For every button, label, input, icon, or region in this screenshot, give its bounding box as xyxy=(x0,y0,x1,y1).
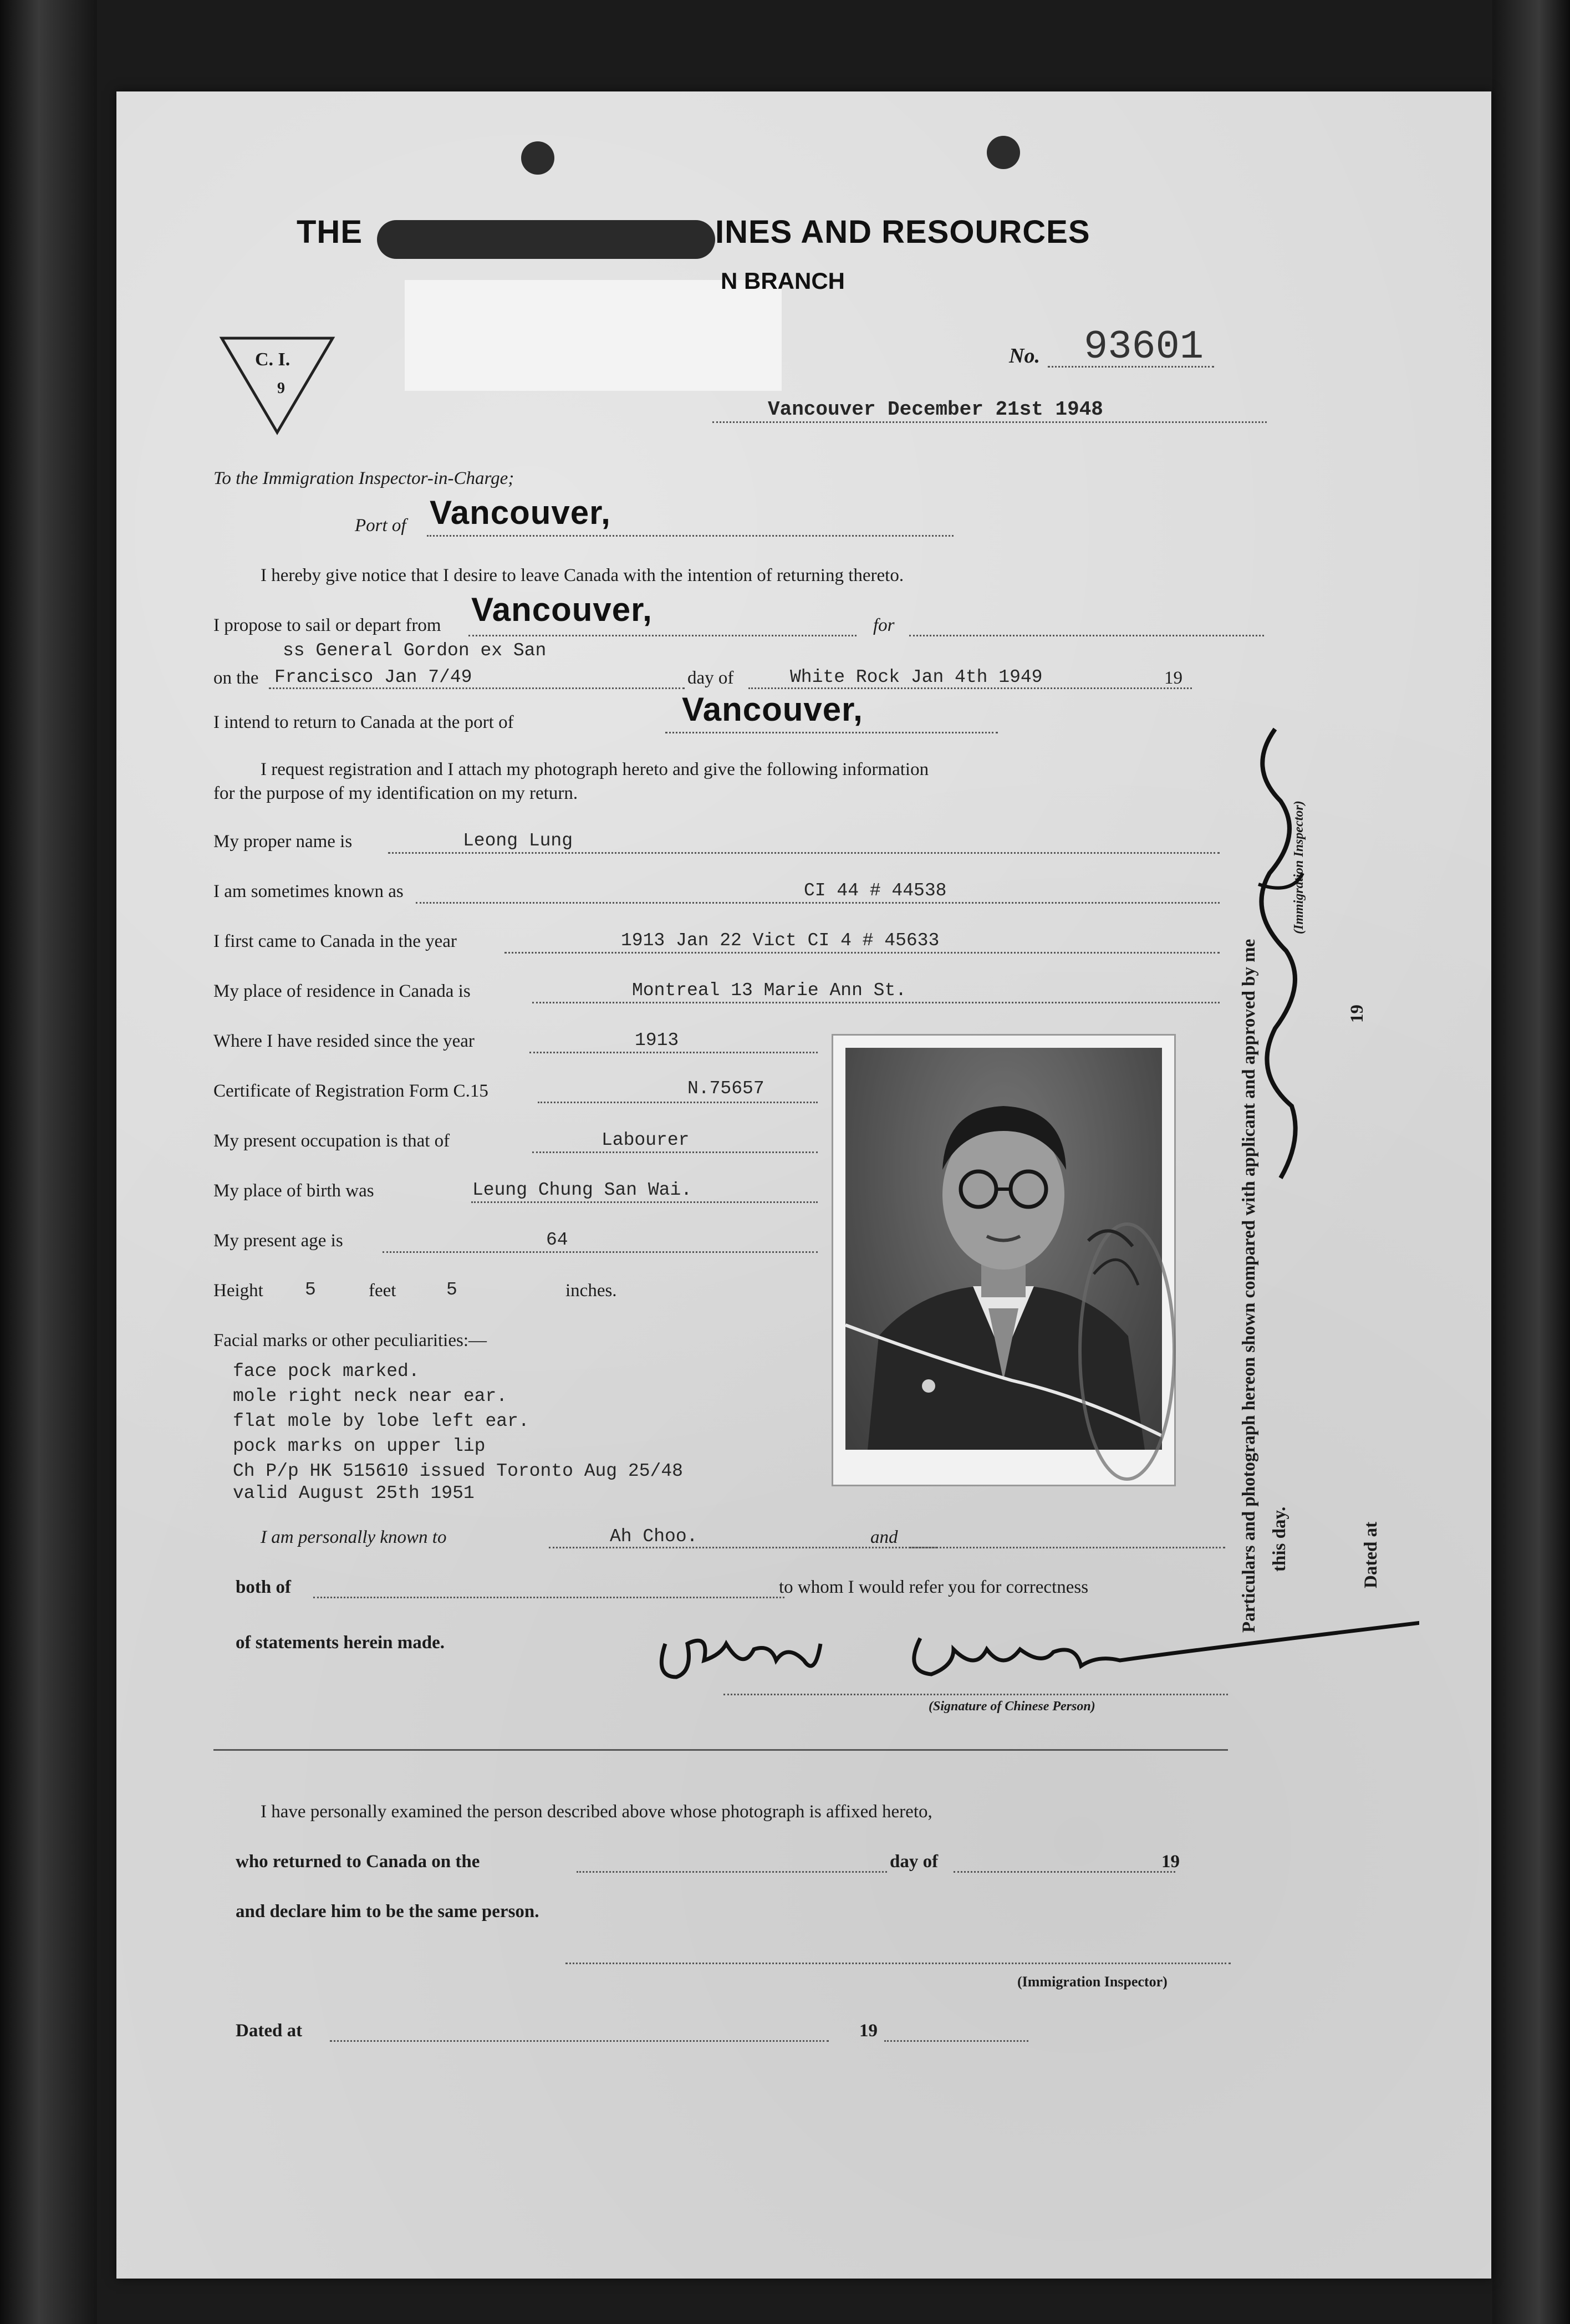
height-label: Height xyxy=(213,1281,263,1301)
form-number: 93601 xyxy=(1084,324,1204,370)
scan-border-left xyxy=(0,0,97,2324)
year-19: 19 xyxy=(1164,668,1182,688)
return-port: Vancouver, xyxy=(682,691,863,728)
examined-text: I have personally examined the person described above whose photograph is affixed hereto, xyxy=(261,1802,932,1822)
approval-text: Particulars and photograph hereon shown compared with applicant and approved by me xyxy=(1239,939,1259,1633)
applicant-photograph xyxy=(832,1034,1176,1486)
port-label: Port of xyxy=(355,516,406,536)
age-value: 64 xyxy=(546,1230,568,1250)
alias-label: I am sometimes known as xyxy=(213,881,404,901)
port-value: Vancouver, xyxy=(430,494,611,531)
feet-label: feet xyxy=(369,1281,396,1301)
department-prefix: THE xyxy=(297,214,363,250)
mark-line: Ch P/p HK 515610 issued Toronto Aug 25/48 xyxy=(233,1461,683,1481)
redaction-mark xyxy=(377,220,715,259)
both-of-label: both of xyxy=(236,1577,291,1597)
inspector-signature xyxy=(1225,718,1319,1189)
footer-inspector-caption: (Immigration Inspector) xyxy=(1017,1974,1168,1990)
footer-year-19: 19 xyxy=(1161,1852,1180,1872)
height-inches-value: 5 xyxy=(446,1280,457,1300)
request-line-2: for the purpose of my identification on my return. xyxy=(213,783,578,803)
occupation-label: My present occupation is that of xyxy=(213,1131,450,1151)
vessel-line-2: Francisco Jan 7/49 xyxy=(274,667,472,687)
proper-name-label: My proper name is xyxy=(213,832,353,852)
birthplace-value: Leung Chung San Wai. xyxy=(472,1180,692,1200)
form-code-number: 9 xyxy=(277,380,285,397)
mark-line: pock marks on upper lip xyxy=(233,1436,486,1456)
form-paper xyxy=(116,91,1491,2279)
resided-since-label: Where I have resided since the year xyxy=(213,1031,475,1051)
scan-border-right xyxy=(1492,0,1570,2324)
residence-value: Montreal 13 Marie Ann St. xyxy=(632,980,907,1001)
departure-date: White Rock Jan 4th 1949 xyxy=(790,667,1043,687)
birthplace-label: My place of birth was xyxy=(213,1181,374,1201)
vessel-line-1: ss General Gordon ex San xyxy=(283,640,547,661)
known-to-value: Ah Choo. xyxy=(610,1526,698,1547)
this-day-label: this day. xyxy=(1270,1506,1289,1572)
residence-label: My place of residence in Canada is xyxy=(213,981,471,1001)
footer-day-of: day of xyxy=(890,1852,939,1872)
proper-name-value: Leong Lung xyxy=(463,830,573,851)
footer-dated-at: Dated at xyxy=(236,2021,303,2041)
notice-text: I hereby give notice that I desire to leave Canada with the intention of returning thereto. xyxy=(261,565,904,585)
mark-line: mole right neck near ear. xyxy=(233,1386,508,1406)
for-label: for xyxy=(873,615,895,635)
punch-hole-right xyxy=(987,136,1020,169)
side-inspector-caption: (Immigration Inspector) xyxy=(1292,801,1306,934)
mark-line: face pock marked. xyxy=(233,1361,420,1382)
form-code: C. I. xyxy=(255,349,290,370)
signature-caption: (Signature of Chinese Person) xyxy=(929,1699,1095,1714)
resided-since-value: 1913 xyxy=(635,1030,679,1051)
mark-line: flat mole by lobe left ear. xyxy=(233,1411,529,1431)
age-label: My present age is xyxy=(213,1231,343,1251)
request-line-1: I request registration and I attach my photograph hereto and give the following information xyxy=(261,760,929,779)
side-dated-at: Dated at xyxy=(1361,1521,1381,1588)
sail-label: I propose to sail or depart from xyxy=(213,615,441,635)
first-came-label: I first came to Canada in the year xyxy=(213,931,457,951)
and-label: and xyxy=(870,1527,898,1547)
height-feet-value: 5 xyxy=(305,1280,316,1300)
declare-text: and declare him to be the same person. xyxy=(236,1902,539,1922)
certificate-value: N.75657 xyxy=(687,1078,764,1099)
first-came-value: 1913 Jan 22 Vict CI 4 # 45633 xyxy=(621,930,940,951)
punch-hole-left xyxy=(521,141,554,175)
section-divider xyxy=(213,1749,1228,1751)
known-to-label: I am personally known to xyxy=(261,1527,447,1547)
branch-title: N BRANCH xyxy=(721,268,845,294)
marks-label: Facial marks or other peculiarities:— xyxy=(213,1331,487,1350)
footer-dated-19: 19 xyxy=(859,2021,878,2041)
number-label: No. xyxy=(1009,344,1040,368)
redaction-patch xyxy=(405,280,782,391)
addressee: To the Immigration Inspector-in-Charge; xyxy=(213,468,514,488)
on-the-label: on the xyxy=(213,668,259,688)
place-and-date: Vancouver December 21st 1948 xyxy=(768,398,1103,421)
occupation-value: Labourer xyxy=(602,1130,690,1150)
sail-from: Vancouver, xyxy=(471,591,653,628)
side-year-19: 19 xyxy=(1347,1005,1367,1023)
refer-text: to whom I would refer you for correctness xyxy=(779,1577,1089,1597)
department-title: INES AND RESOURCES xyxy=(715,214,1090,250)
statements-text: of statements herein made. xyxy=(236,1633,445,1653)
return-label: I intend to return to Canada at the port of xyxy=(213,712,514,732)
applicant-signature xyxy=(643,1611,1419,1694)
certificate-label: Certificate of Registration Form C.15 xyxy=(213,1081,488,1101)
day-of-label: day of xyxy=(687,668,734,688)
alias-value: CI 44 # 44538 xyxy=(804,880,947,901)
official-stamp xyxy=(1044,1185,1177,1496)
mark-line: valid August 25th 1951 xyxy=(233,1483,475,1504)
returned-label: who returned to Canada on the xyxy=(236,1852,480,1872)
inches-label: inches. xyxy=(565,1281,617,1301)
